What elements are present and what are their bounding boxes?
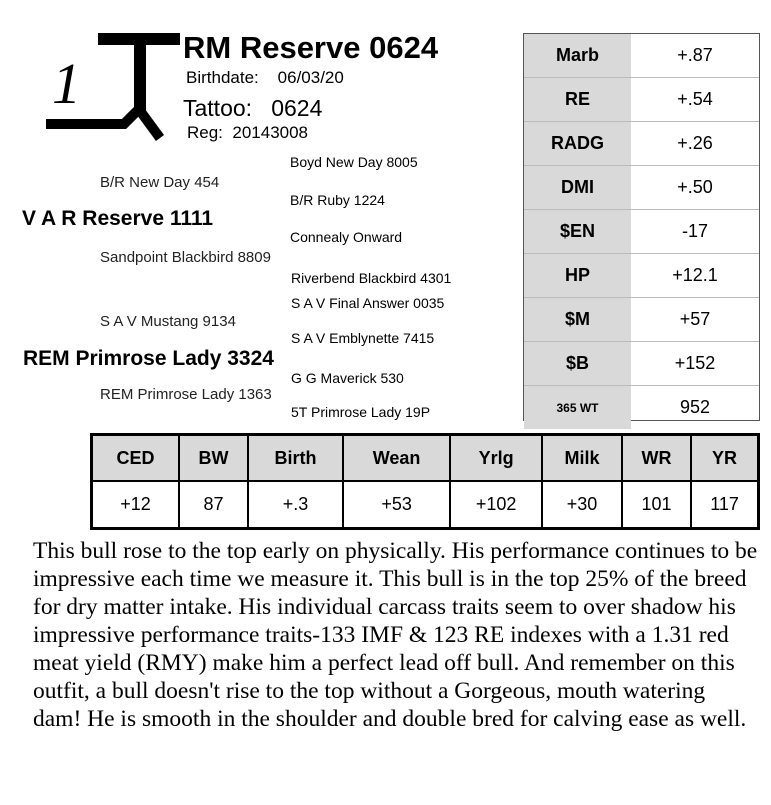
epd-label: RADG <box>524 122 631 166</box>
pedigree-sire-dam-sire: Connealy Onward <box>290 229 403 245</box>
registration-line <box>187 123 308 143</box>
epd-row <box>524 34 759 78</box>
carcass-epd-table <box>523 33 760 421</box>
epd-row <box>524 210 759 254</box>
epd-cell: 101 <box>622 481 691 529</box>
epd-label: HP <box>524 254 631 298</box>
epd-header: Birth <box>248 435 343 482</box>
epd-row <box>524 78 759 122</box>
epd-row <box>524 386 759 430</box>
epd-cell: +53 <box>343 481 450 529</box>
pedigree-sire: V A R Reserve 1111 <box>22 207 214 230</box>
epd-label: $B <box>524 342 631 386</box>
epd-label: $M <box>524 298 631 342</box>
epd-cell: +12 <box>92 481 179 529</box>
pedigree-sire-sire-sire: Boyd New Day 8005 <box>290 154 418 170</box>
epd-header: Yrlg <box>450 435 542 482</box>
reg-label: Reg: <box>187 123 223 142</box>
epd-header: CED <box>92 435 179 482</box>
epd-value: -17 <box>631 210 759 254</box>
epd-header: WR <box>622 435 691 482</box>
pedigree-dam-sire-sire: S A V Final Answer 0035 <box>291 295 445 311</box>
epd-label: Marb <box>524 34 631 78</box>
tattoo-line <box>183 95 322 122</box>
tattoo-value: 0624 <box>271 95 323 121</box>
epd-value: +.87 <box>631 34 759 78</box>
epd-value: +.50 <box>631 166 759 210</box>
animal-name: RM Reserve 0624 <box>183 30 439 65</box>
epd-value: +.26 <box>631 122 759 166</box>
epd-cell: +.3 <box>248 481 343 529</box>
epd-value: +57 <box>631 298 759 342</box>
birthdate-value: 06/03/20 <box>277 68 344 87</box>
epd-row <box>524 166 759 210</box>
epd-value: +12.1 <box>631 254 759 298</box>
pedigree-sire-sire-dam: B/R Ruby 1224 <box>290 192 385 208</box>
pedigree-sire-dam-dam: Riverbend Blackbird 4301 <box>291 270 452 286</box>
pedigree-dam: REM Primrose Lady 3324 <box>23 347 274 370</box>
epd-row <box>524 254 759 298</box>
epd-value: 952 <box>679 397 711 417</box>
epd-label: RE <box>524 78 631 122</box>
epd-header: Milk <box>542 435 622 482</box>
pedigree-dam-dam: REM Primrose Lady 1363 <box>100 386 272 403</box>
epd-cell: 117 <box>691 481 758 529</box>
epd-cell: +30 <box>542 481 622 529</box>
epd-cell: 87 <box>179 481 248 529</box>
lot-number: 1 <box>52 51 81 116</box>
birthdate-label: Birthdate: <box>186 68 259 87</box>
pedigree-sire-sire: B/R New Day 454 <box>100 174 220 191</box>
description-text: This bull rose to the top early on physically. His performance continues to be impressive each time we measure it. This bull is in the top 25% of the breed for dry matter intake. His individual carcass traits seem to over shadow his impressive performance traits-133 IMF & 123 RE indexes with a 1.31 red meat yield (RMY) make him a perfect lead off bull. And remember on this outfit, a bull doesn't rise to the top without a Gorgeous, mouth watering dam! He is smooth in the shoulder and double bred for calving ease as well. <box>33 538 758 732</box>
tattoo-label: Tattoo: <box>183 95 253 121</box>
epd-value-row <box>92 481 759 529</box>
epd-header: YR <box>691 435 758 482</box>
epd-row <box>524 342 759 386</box>
epd-label: DMI <box>524 166 631 210</box>
epd-row <box>524 298 759 342</box>
growth-epd-table <box>90 433 760 528</box>
pedigree-dam-sire-dam: S A V Emblynette 7415 <box>291 330 435 346</box>
epd-row <box>524 122 759 166</box>
reg-value: 20143008 <box>232 123 309 142</box>
epd-header: Wean <box>343 435 450 482</box>
epd-value: +152 <box>631 342 759 386</box>
pedigree-dam-sire: S A V Mustang 9134 <box>100 313 236 330</box>
epd-header-row <box>92 435 759 482</box>
pedigree-dam-dam-dam: 5T Primrose Lady 19P <box>291 404 431 420</box>
epd-value: +.54 <box>631 78 759 122</box>
pedigree-sire-dam: Sandpoint Blackbird 8809 <box>100 249 271 266</box>
epd-cell: +102 <box>450 481 542 529</box>
pedigree-dam-dam-sire: G G Maverick 530 <box>291 370 404 386</box>
epd-label: $EN <box>524 210 631 254</box>
epd-label: 365 WT <box>524 386 631 430</box>
birthdate-line <box>186 68 344 88</box>
epd-header: BW <box>179 435 248 482</box>
